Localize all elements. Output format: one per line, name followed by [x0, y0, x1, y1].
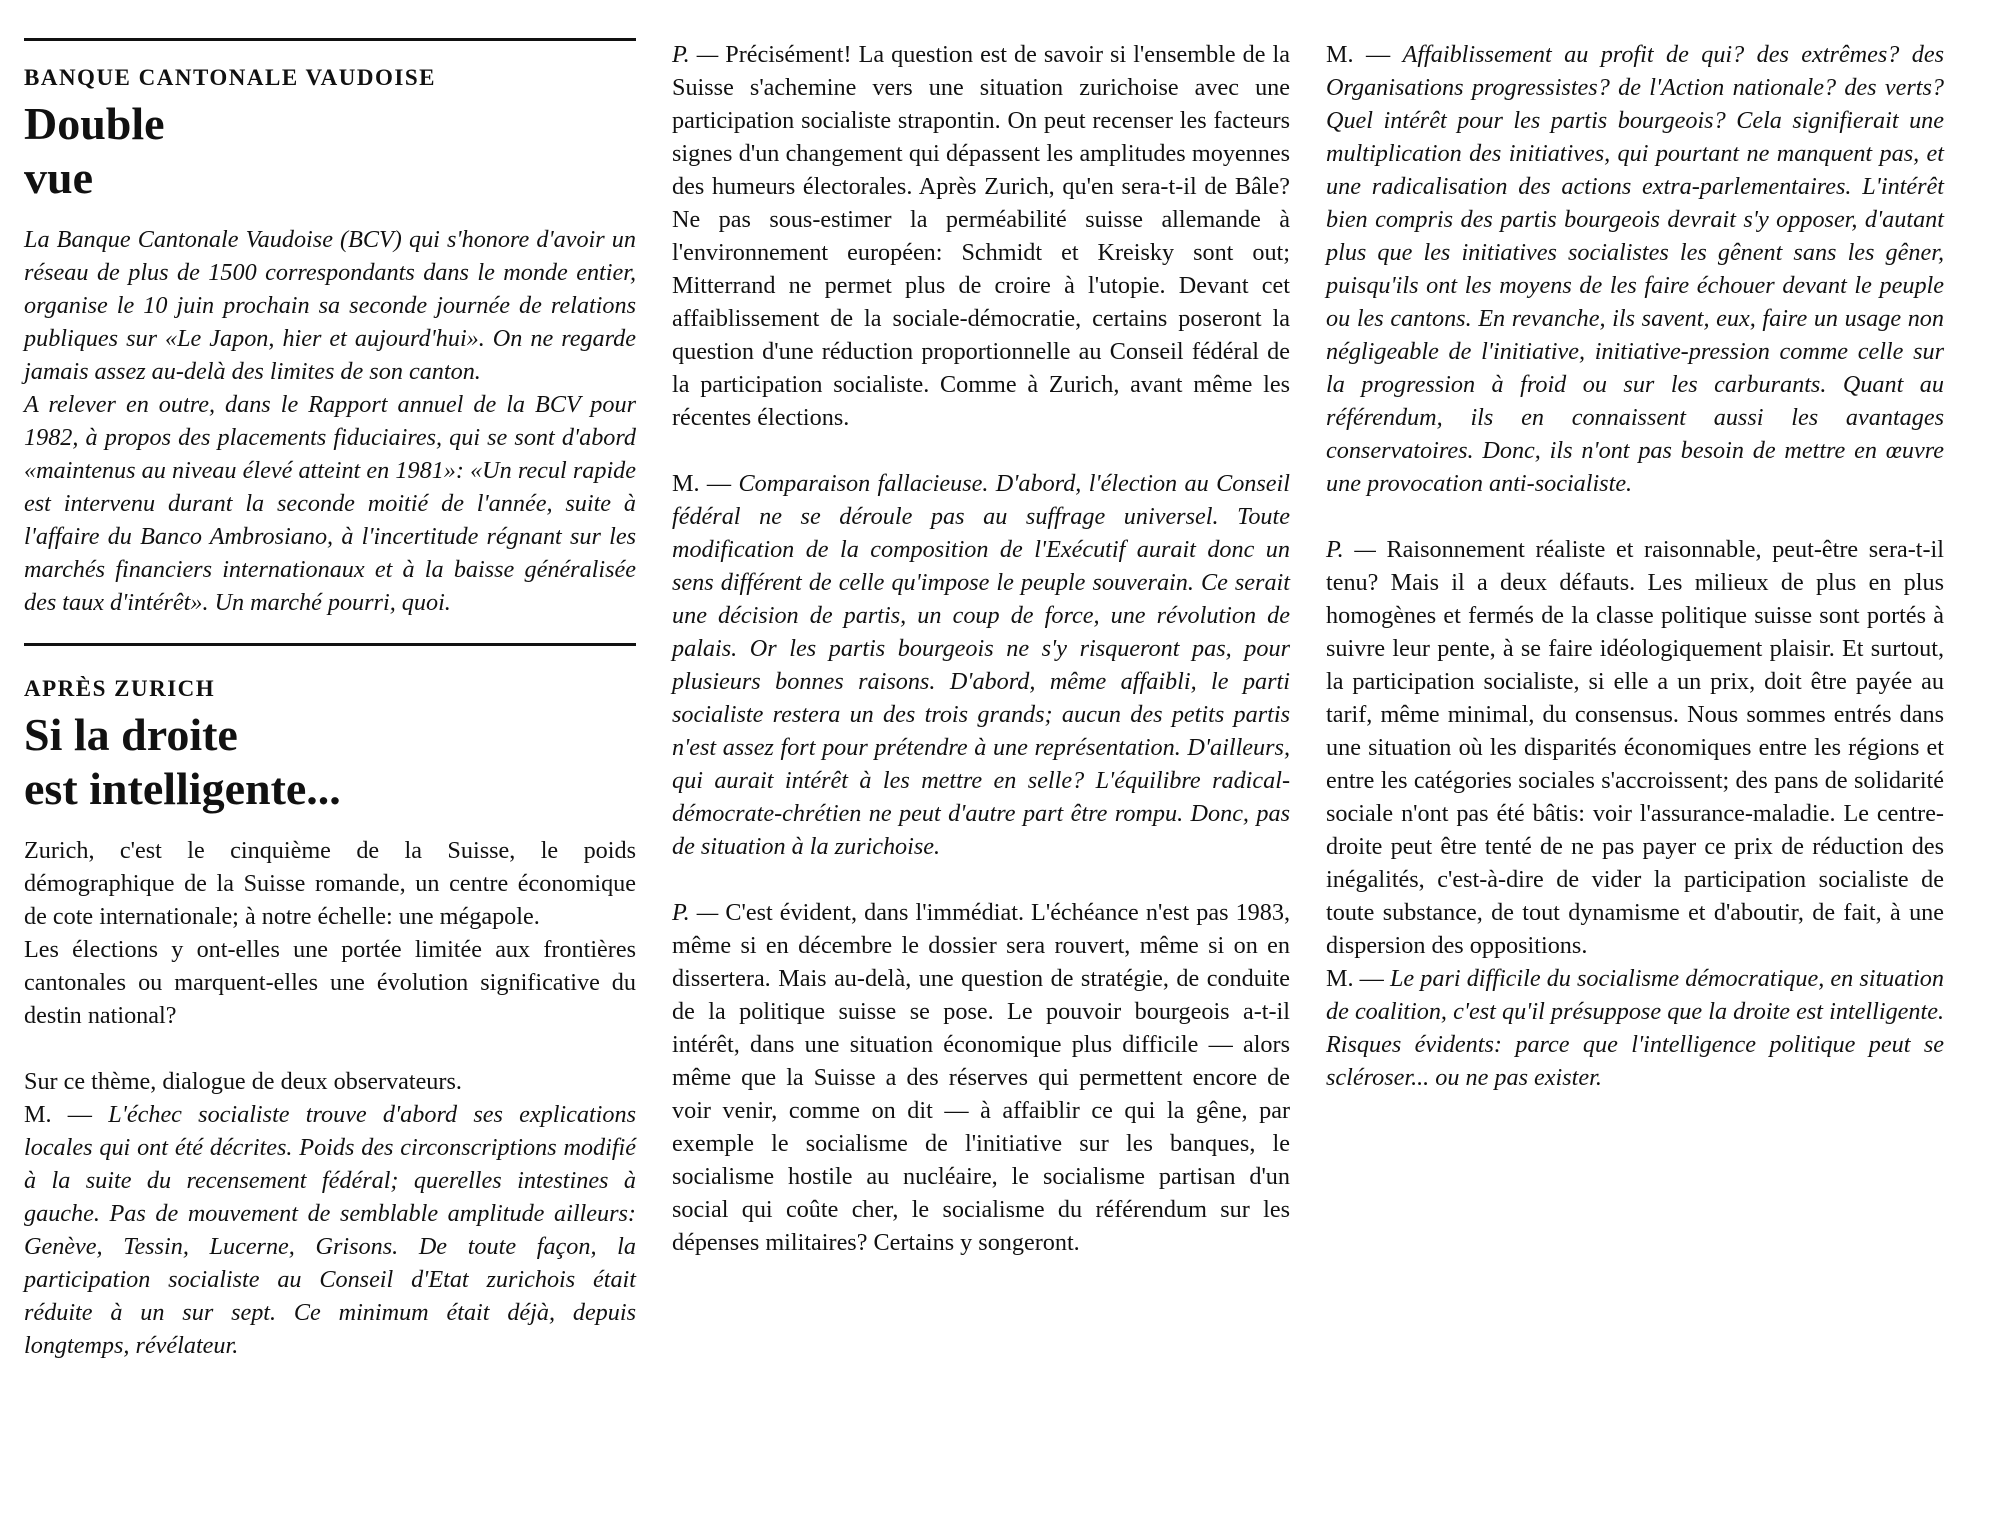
headline-line: vue — [24, 152, 93, 203]
section-rule — [24, 643, 636, 646]
speaker-label: M. — — [672, 470, 739, 497]
column-1 — [24, 38, 636, 1362]
headline-line: Double — [24, 98, 165, 149]
speaker-label: M. — — [1326, 41, 1403, 68]
dialogue-text: L'échec socialiste trouve d'abord ses explications locales qui ont été décrites. Poids des circonscriptions modifié à la suite du recensement fédéral; querelles intestines à gauche. Pas de mouvement de semblable amplitude ailleurs: Genève, Tessin, Lucerne, Grisons. De toute façon, la participation socialiste au Conseil d'Etat zurichois était réduite à un sur sept. Ce minimum était déjà, depuis longtemps, révélateur. — [24, 1101, 637, 1359]
dialogue-text: Le pari difficile du socialisme démocratique, en situation de coalition, c'est qu'il présuppose que la droite est intelligente. Risques évidents: parce que l'intelligence politique peut se scléroser... ou ne pas exister. — [1326, 965, 1944, 1091]
paragraph: A relever en outre, dans le Rapport annuel de la BCV pour 1982, à propos des placements fiduciaires, qui se sont d'abord «maintenus au niveau élevé atteint en 1981»: «Un recul rapide est intervenu durant la seconde moitié de l'année, suite à l'affaire du Banco Ambrosiano, à l'incertitude régnant sur les marchés financiers internationaux et à la baisse généralisée des taux d'intérêt». Un marché pourri, quoi. — [24, 391, 636, 616]
speaker-label: P. — — [672, 899, 726, 926]
dialogue-m2 — [672, 467, 1290, 863]
column-3 — [1326, 38, 1944, 1094]
article-bcv — [24, 65, 636, 619]
article-kicker: BANQUE CANTONALE VAUDOISE — [24, 65, 436, 90]
speaker-label: M. — — [24, 1101, 109, 1128]
dialogue-text: Comparaison fallacieuse. D'abord, l'élection au Conseil fédéral ne se déroule pas au suffrage universel. Toute modification de la composition de l'Exécutif aurait donc un sens différent de celle qu'impose le peuple souverain. Ce serait une décision de partis, un coup de force, une révolution de palais. Or les partis bourgeois ne s'y risqueront pas, pour plusieurs bonnes raisons. D'abord, même affaibli, le parti socialiste restera un des trois grands; aucun des petits partis n'est assez fort pour prétendre à une représentation. D'ailleurs, qui aurait intérêt à les mettre en selle? L'équilibre radical-démocrate-chrétien ne peut d'autre part être rompu. Donc, pas de situation à la zurichoise. — [672, 470, 1290, 860]
paragraph: Sur ce thème, dialogue de deux observateurs. — [24, 1068, 462, 1095]
article-kicker: APRÈS ZURICH — [24, 676, 216, 701]
paragraph: Les élections y ont-elles une portée limitée aux frontières cantonales ou marquent-elles une évolution significative du destin national? — [24, 936, 636, 1029]
top-rule — [24, 38, 636, 41]
article-headline — [24, 708, 636, 816]
article-headline — [24, 97, 636, 205]
dialogue-p2 — [672, 896, 1290, 1259]
dialogue-m4 — [1326, 962, 1944, 1094]
dialogue-m3 — [1326, 38, 1944, 500]
headline-line: Si la droite — [24, 709, 238, 760]
column-2 — [672, 38, 1290, 1259]
dialogue-text: Raisonnement réaliste et raisonnable, peut-être sera-t-il tenu? Mais il a deux défauts. Les milieux de plus en plus homogènes et fermés de la classe politique suisse sont portés à suivre leur pente, à se faire idéologiquement plaisir. Et surtout, la participation socialiste, si elle a un prix, doit être payée au tarif, même minimal, du consensus. Nous sommes entrés dans une situation où les disparités économiques entre les régions et entre les catégories sociales s'accroissent; des pans de solidarité sociale n'ont pas été bâtis: voir l'assurance-maladie. Le centre-droite peut être tenté de ne pas payer ce prix de réduction des inégalités, c'est-à-dire de vider la participation socialiste de toute substance, de tout dynamisme et d'aboutir, de fait, à une dispersion des oppositions. — [1326, 536, 1945, 959]
dialogue-text: Précisément! La question est de savoir si l'ensemble de la Suisse s'achemine vers une situation zurichoise avec une participation socialiste strapontin. On peut recenser les facteurs signes d'un changement qui dépassent les amplitudes moyennes des humeurs électorales. Après Zurich, qu'en sera-t-il de Bâle? Ne pas sous-estimer la perméabilité suisse allemande à l'environnement européen: Schmidt et Kreisky sont out; Mitterrand ne permet plus de croire à l'utopie. Devant cet affaiblissement de la sociale-démocratie, certains poseront la question d'une réduction proportionnelle au Conseil fédéral de la participation socialiste. Comme à Zurich, avant même les récentes élections. — [672, 41, 1290, 431]
dialogue-p1 — [672, 38, 1290, 434]
dialogue-text: Affaiblissement au profit de qui? des extrêmes? des Organisations progressistes? de l'Action nationale? des verts? Quel intérêt pour les partis bourgeois? Cela signifierait une multiplication des initiatives, qui pourtant ne manquent pas, et une radicalisation des actions extra-parlementaires. L'intérêt bien compris des partis bourgeois devrait s'y opposer, d'autant plus que les initiatives socialistes les gênent sans les gêner, puisqu'ils ont les moyens de les faire échouer devant le peuple ou les cantons. En revanche, ils savent, eux, faire un usage non négligeable de l'initiative, initiative-pression comme celle sur la progression à froid ou sur les carburants. Quant au référendum, ils en connaissent aussi les avantages conservatoires. Donc, ils n'ont pas besoin de mettre en œuvre une provocation anti-socialiste. — [1326, 41, 1944, 497]
paragraph: Zurich, c'est le cinquième de la Suisse, le poids démographique de la Suisse romande, un centre économique de cote internationale; à notre échelle: une mégapole. — [24, 837, 636, 930]
speaker-label: P. — — [1326, 536, 1387, 563]
speaker-label: P. — — [672, 41, 726, 68]
dialogue-p3 — [1326, 533, 1944, 962]
dialogue-m1 — [24, 1098, 636, 1362]
headline-line: est intelligente... — [24, 763, 341, 814]
dialogue-text: C'est évident, dans l'immédiat. L'échéance n'est pas 1983, même si en décembre le dossier sera rouvert, même si on en dissertera. Mais au-delà, une question de stratégie, de conduite de la politique suisse se pose. Le pouvoir bourgeois a-t-il intérêt, dans une situation économique plus difficile — alors même que la Suisse a des réserves qui permettent encore de voir venir, comme on dit — à affaiblir ce qui la gêne, par exemple le socialisme de l'initiative sur les banques, le socialisme hostile au nucléaire, le socialisme partisan d'un social qui coûte cher, le socialisme du référendum sur les dépenses militaires? Certains y songeront. — [672, 899, 1290, 1256]
speaker-label: M. — — [1326, 965, 1390, 992]
article-zurich — [24, 676, 636, 1362]
paragraph: La Banque Cantonale Vaudoise (BCV) qui s'honore d'avoir un réseau de plus de 1500 correspondants dans le monde entier, organise le 10 juin prochain sa seconde journée de relations publiques sur «Le Japon, hier et aujourd'hui». On ne regarde jamais assez au-delà des limites de son canton. — [24, 226, 636, 385]
